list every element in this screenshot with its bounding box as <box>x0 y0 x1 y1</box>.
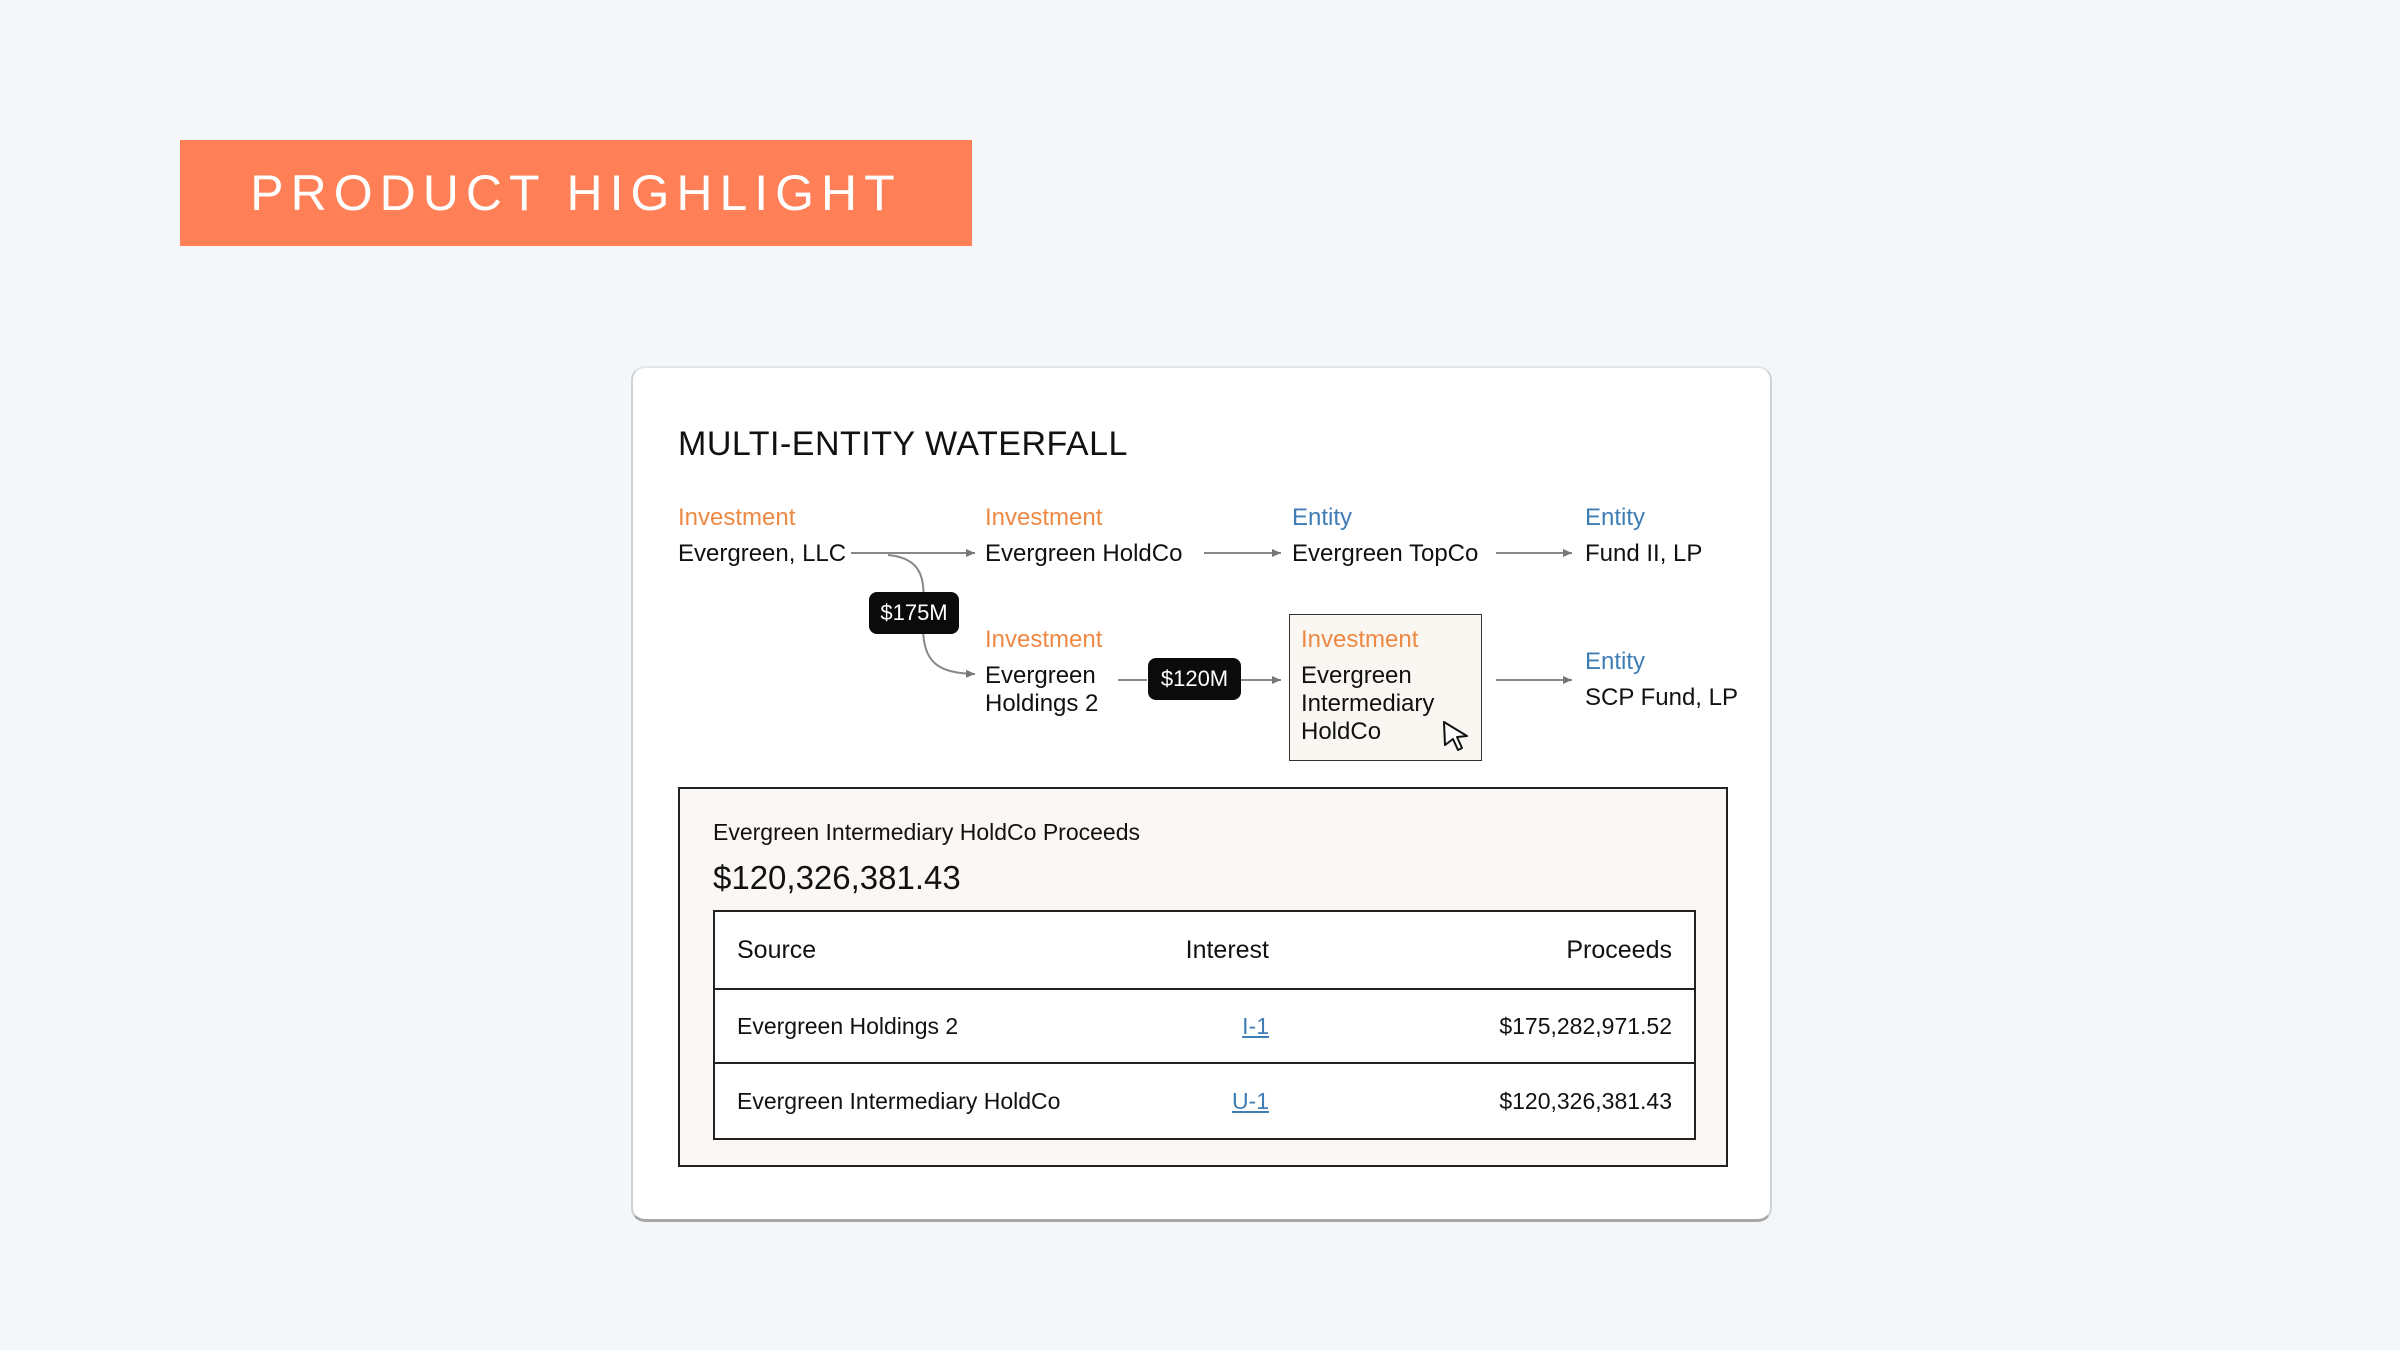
node-type-label: Entity <box>1585 504 1646 531</box>
node-evergreen-holdco[interactable] <box>985 504 1182 568</box>
node-name-label: Evergreen HoldCo <box>985 540 1183 567</box>
column-header-source[interactable]: Source <box>737 935 817 964</box>
row-interest-link[interactable]: I-1 <box>1242 1012 1269 1039</box>
column-header-proceeds[interactable]: Proceeds <box>1566 935 1672 964</box>
node-type-label: Investment <box>985 504 1103 531</box>
row-source-cell: Evergreen Holdings 2 <box>737 1012 959 1039</box>
node-evergreen-llc[interactable] <box>678 504 846 568</box>
card-title: MULTI-ENTITY WATERFALL <box>678 425 1128 463</box>
table-row <box>715 1064 1694 1138</box>
node-name-label: Evergreen Intermediary HoldCo <box>1301 662 1435 745</box>
amount-pill-120m: $120M <box>1148 658 1241 700</box>
row-proceeds-cell: $175,282,971.52 <box>1499 1012 1672 1039</box>
proceeds-label: Evergreen Intermediary HoldCo Proceeds <box>713 819 1140 845</box>
banner-label: PRODUCT HIGHLIGHT <box>250 165 902 221</box>
product-highlight-banner <box>180 140 972 246</box>
node-name-label: Fund II, LP <box>1585 540 1703 567</box>
proceeds-total-value: $120,326,381.43 <box>713 859 961 896</box>
node-name-label: Evergreen Holdings 2 <box>985 662 1099 717</box>
node-type-label: Entity <box>1585 648 1646 675</box>
node-type-label: Investment <box>678 504 796 531</box>
node-name-label: Evergreen, LLC <box>678 540 847 567</box>
node-type-label: Investment <box>985 626 1103 653</box>
proceeds-panel <box>678 787 1728 1167</box>
node-evergreen-topco[interactable] <box>1292 504 1478 568</box>
waterfall-card <box>631 366 1772 1222</box>
node-type-label: Investment <box>1301 626 1419 653</box>
amount-pill-175m: $175M <box>869 592 959 634</box>
node-fund-ii[interactable] <box>1585 504 1702 568</box>
node-scp-fund[interactable] <box>1585 648 1738 712</box>
table-row <box>715 990 1694 1064</box>
node-name-label: Evergreen TopCo <box>1292 540 1479 567</box>
row-interest-link[interactable]: U-1 <box>1231 1087 1269 1114</box>
cursor-pointer-icon <box>1441 718 1471 752</box>
row-source-cell: Evergreen Intermediary HoldCo <box>737 1087 1061 1114</box>
proceeds-table <box>713 910 1696 1140</box>
node-evergreen-holdings-2[interactable] <box>985 626 1115 718</box>
node-type-label: Entity <box>1292 504 1353 531</box>
column-header-interest[interactable]: Interest <box>1185 935 1269 964</box>
node-name-label: SCP Fund, LP <box>1585 684 1738 711</box>
table-header-row <box>715 912 1694 990</box>
node-evergreen-intermediary-holdco[interactable] <box>1301 626 1451 746</box>
row-proceeds-cell: $120,326,381.43 <box>1499 1087 1672 1114</box>
